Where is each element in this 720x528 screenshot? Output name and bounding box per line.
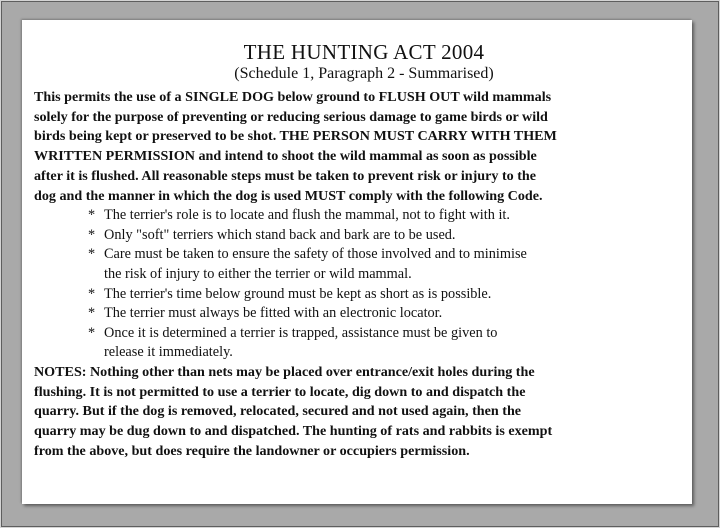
bullet-text: The terrier's time below ground must be kept as short as is possible. (104, 285, 492, 302)
notes-paragraph (34, 363, 684, 462)
bullet-marker: * (88, 305, 96, 322)
bullet-text-continued: release it immediately. (104, 344, 233, 361)
intro-line: dog and the manner in which the dog is used MUST comply with the following Code. (34, 187, 543, 204)
intro-line: after it is flushed. All reasonable steps must be taken to prevent risk or injury to the (34, 167, 537, 184)
notes-line: NOTES: Nothing other than nets may be placed over entrance/exit holes during the (34, 363, 535, 380)
list-item (90, 245, 694, 284)
notes-line: quarry may be dug down to and dispatched. The hunting of rats and rabbits is exempt (34, 423, 553, 440)
bullet-marker: * (88, 207, 96, 224)
code-bullet-list (34, 206, 694, 363)
bullet-text: Only "soft" terriers which stand back and bark are to be used. (104, 226, 456, 243)
notes-line: flushing. It is not permitted to use a terrier to locate, dig down to and dispatch the (34, 383, 526, 400)
intro-paragraph (34, 88, 684, 206)
bullet-marker: * (88, 246, 96, 263)
list-item (90, 304, 694, 324)
document-subtitle: (Schedule 1, Paragraph 2 - Summarised) (234, 65, 494, 82)
intro-line: solely for the purpose of preventing or reducing serious damage to game birds or wild (34, 108, 548, 125)
bullet-text: Care must be taken to ensure the safety of those involved and to minimise (104, 246, 527, 263)
bullet-marker: * (88, 324, 96, 341)
notice-content (34, 40, 694, 461)
list-item (90, 285, 694, 305)
list-item (90, 324, 694, 363)
bullet-marker: * (88, 285, 96, 302)
bullet-text: The terrier's role is to locate and flush the mammal, not to fight with it. (104, 207, 510, 224)
notes-line: from the above, but does require the landowner or occupiers permission. (34, 442, 470, 459)
document-title: THE HUNTING ACT 2004 (243, 40, 485, 64)
list-item (90, 226, 694, 246)
notes-line: quarry. But if the dog is removed, relocated, secured and not used again, then the (34, 403, 522, 420)
bullet-marker: * (88, 226, 96, 243)
intro-line: WRITTEN PERMISSION and intend to shoot the wild mammal as soon as possible (34, 148, 537, 165)
bullet-text: The terrier must always be fitted with an electronic locator. (104, 305, 443, 322)
list-item (90, 206, 694, 226)
bullet-text: Once it is determined a terrier is trapped, assistance must be given to (104, 324, 498, 341)
bullet-text-continued: the risk of injury to either the terrier or wild mammal. (104, 266, 412, 282)
intro-line: This permits the use of a SINGLE DOG below ground to FLUSH OUT wild mammals (34, 89, 552, 105)
intro-line: birds being kept or preserved to be shot. THE PERSON MUST CARRY WITH THEM (34, 128, 557, 145)
